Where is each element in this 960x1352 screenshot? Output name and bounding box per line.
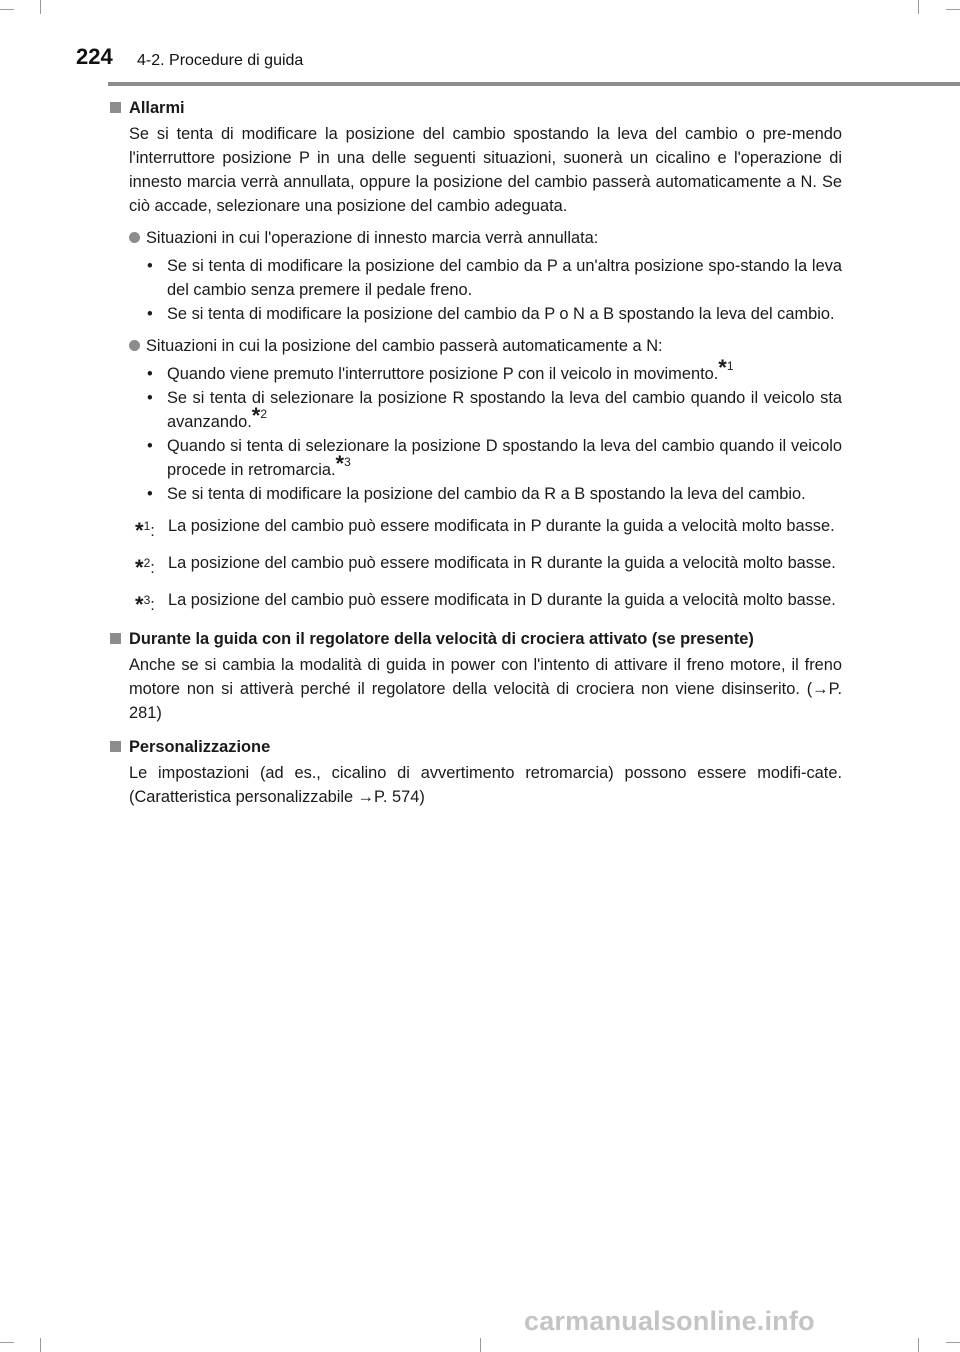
list-item-text: Se si tenta di modificare la posizione del cambio da R a B spostando la leva del cambio.: [167, 485, 806, 503]
circle-bullet-icon: [129, 232, 140, 243]
square-bullet-icon: [110, 633, 121, 644]
footnote-star: *: [718, 355, 727, 380]
header-rule: [108, 82, 960, 86]
section-heading: [110, 96, 842, 120]
paragraph: [129, 761, 842, 809]
bullet-glyph: •: [147, 305, 153, 323]
list-item-text: Quando si tenta di selezionare la posizione D spostando la leva del cambio quando il veicolo procede in retromarcia.: [167, 437, 842, 479]
footnote-star: *: [135, 592, 144, 617]
paragraph: Se si tenta di modificare la posizione del cambio spostando la leva del cambio o pre-mendo l'interruttore posizione P in una delle seguenti situazioni, suonerà un cicalino e l'operazione di innesto marcia verrà annullata, oppure la posizione del cambio passerà automaticamente a N. Se ciò accade, selezionare una posizione del cambio adeguata.: [129, 125, 842, 215]
footnote-mark: [135, 551, 168, 580]
footnote-star: *: [335, 451, 345, 476]
footnote-star: *: [135, 555, 144, 580]
footnote: [135, 551, 842, 580]
list-item-text: Se si tenta di selezionare la posizione R spostando la leva del cambio quando il veicolo sta avanzando.: [167, 389, 842, 431]
footnote-ref: 3: [344, 455, 351, 469]
crop-mark: [946, 1342, 960, 1343]
bullet-glyph: •: [147, 485, 153, 503]
list-item: [147, 254, 842, 302]
bullet-glyph: •: [147, 437, 153, 455]
square-bullet-icon: [110, 102, 121, 113]
footnote-star: *: [251, 403, 261, 428]
crop-mark: [40, 1338, 41, 1352]
footnote-mark: [135, 588, 168, 617]
list-item-text: Se si tenta di modificare la posizione del cambio da P a un'altra posizione spo-stando la leva del cambio senza premere il pedale freno.: [167, 257, 842, 299]
subsection-heading: [129, 334, 842, 358]
footnote-number: 2: [143, 556, 151, 570]
bullet-list: [147, 355, 842, 506]
heading-text: Personalizzazione: [129, 738, 271, 756]
list-item-text: Se si tenta di modificare la posizione del cambio da P o N a B spostando la leva del cambio.: [167, 305, 835, 323]
paragraph-text: ): [156, 704, 162, 722]
footnote-ref: 1: [726, 359, 734, 373]
footnote-star: *: [135, 518, 144, 543]
bullet-glyph: •: [147, 365, 153, 383]
footnote-colon: :: [150, 522, 155, 540]
crop-mark: [480, 1338, 481, 1352]
square-bullet-icon: [110, 741, 121, 752]
paragraph-text: ): [419, 788, 425, 806]
section-heading: [110, 627, 842, 651]
page-reference-link[interactable]: →P. 574: [357, 788, 420, 806]
list-item: [147, 386, 842, 434]
footnote-text: La posizione del cambio può essere modificata in P durante la guida a velocità molto basse.: [168, 517, 835, 535]
page-number: 224: [76, 44, 113, 69]
page-header: [0, 0, 960, 90]
footnote-number: 3: [143, 593, 151, 607]
bullet-list: [147, 254, 842, 326]
paragraph: [129, 653, 842, 725]
heading-text: Allarmi: [129, 99, 185, 117]
list-item: [147, 355, 842, 386]
paragraph-text: Le impostazioni (ad es., cicalino di avvertimento retromarcia) possono essere modifi-cate. (Caratteristica personalizzabile: [129, 764, 842, 806]
subsection-text: Situazioni in cui l'operazione di innesto marcia verrà annullata:: [146, 229, 599, 247]
list-item-text: Quando viene premuto l'interruttore posizione P con il veicolo in movimento.: [167, 365, 719, 383]
footnote-colon: :: [150, 559, 155, 577]
list-item: [147, 434, 842, 482]
crop-mark: [0, 1342, 14, 1343]
list-item: [147, 482, 842, 506]
footnote-mark: [135, 514, 168, 543]
watermark: carmanualsonline.info: [524, 1306, 815, 1336]
page-content: [110, 96, 842, 809]
circle-bullet-icon: [129, 340, 140, 351]
section-heading: [110, 735, 842, 759]
page-reference-link[interactable]: →P. 281: [129, 680, 842, 722]
footnote-text: La posizione del cambio può essere modificata in D durante la guida a velocità molto basse.: [168, 591, 836, 609]
bullet-glyph: •: [147, 389, 153, 407]
subsection-heading: [129, 226, 842, 250]
footnote-colon: :: [150, 596, 155, 614]
footnote: [135, 514, 842, 543]
section-title: 4-2. Procedure di guida: [137, 52, 304, 69]
bullet-glyph: •: [147, 257, 153, 275]
heading-text: Durante la guida con il regolatore della velocità di crociera attivato (se presente): [129, 630, 754, 648]
list-item: [147, 302, 842, 326]
footnote-ref: 2: [260, 407, 268, 421]
paragraph-text: Anche se si cambia la modalità di guida in power con l'intento di attivare il freno motore, il freno motore non si attiverà perché il regolatore della velocità di crociera non viene disinserito. (: [129, 656, 842, 698]
footnote-text: La posizione del cambio può essere modificata in R durante la guida a velocità molto basse.: [168, 554, 836, 572]
footnote-number: 1: [143, 519, 151, 533]
crop-mark: [918, 1338, 919, 1352]
footnote: [135, 588, 842, 617]
subsection-text: Situazioni in cui la posizione del cambio passerà automaticamente a N:: [146, 337, 663, 355]
